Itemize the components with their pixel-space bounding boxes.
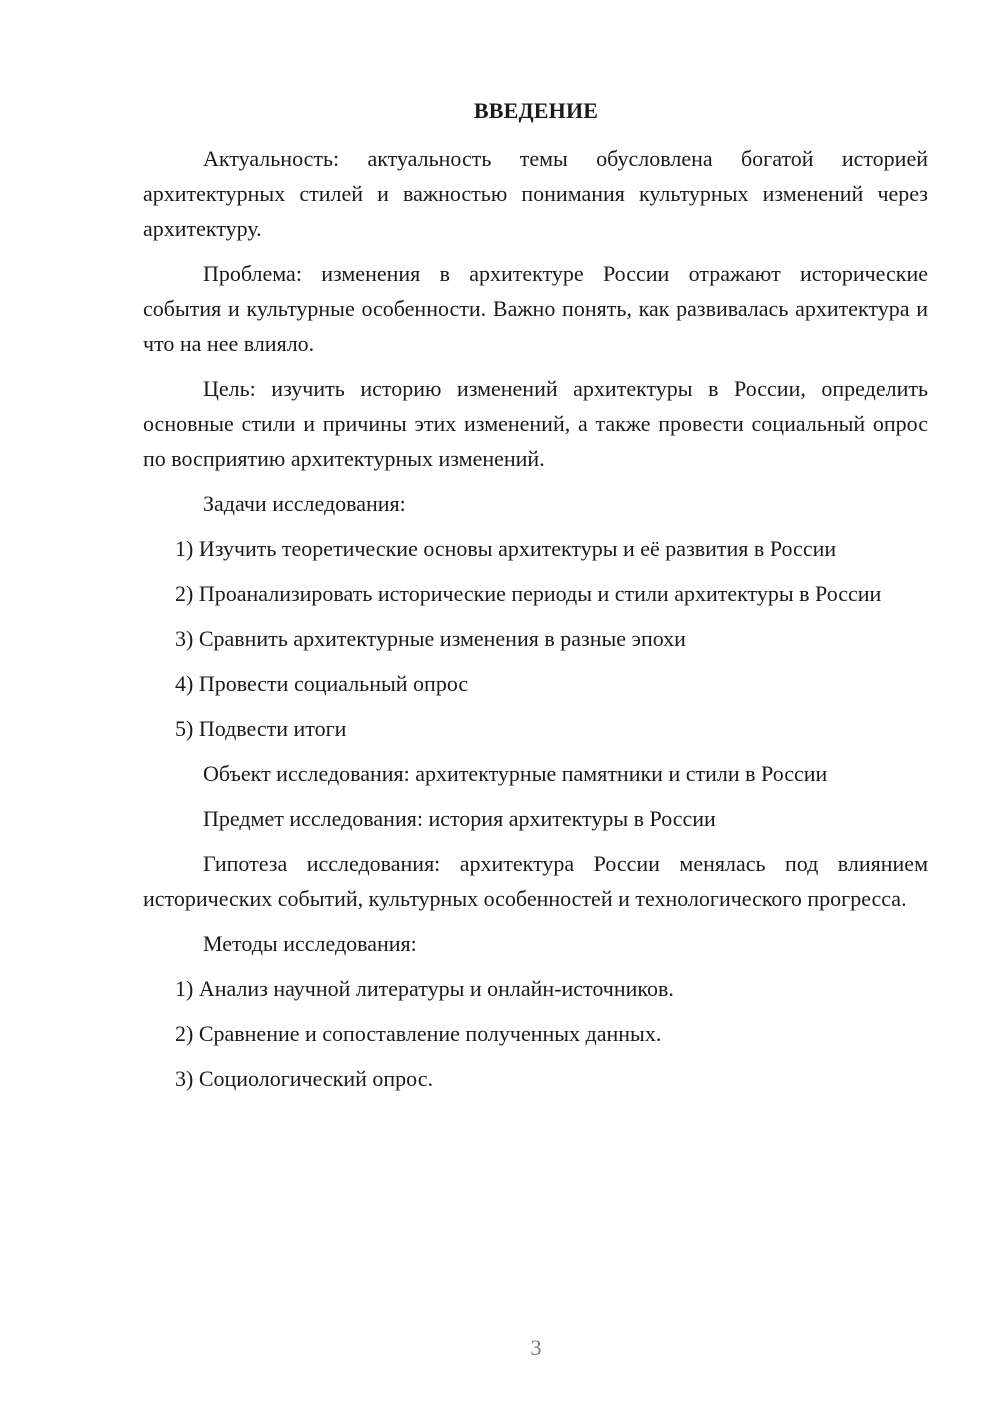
task-item: 5) Подвести итоги [175, 716, 347, 741]
method-item: 1) Анализ научной литературы и онлайн-источников. [175, 976, 674, 1001]
method-item: 2) Сравнение и сопоставление полученных данных. [175, 1021, 662, 1046]
task-item: 2) Проанализировать исторические периоды и стили архитектуры в России [175, 581, 882, 606]
subject-paragraph: Предмет исследования: история архитектуры в России [203, 806, 716, 831]
document-body [143, 141, 928, 1106]
relevance-paragraph: Актуальность: актуальность темы обусловлена богатой историей архитектурных стилей и важностью понимания культурных изменений через архитектуру. [143, 146, 928, 241]
page-number: 3 [530, 1335, 542, 1360]
problem-paragraph: Проблема: изменения в архитектуре России отражают исторические события и культурные особенности. Важно понять, как развивалась архитектура и что на нее влияло. [143, 261, 928, 356]
tasks-heading: Задачи исследования: [203, 491, 406, 516]
goal-paragraph: Цель: изучить историю изменений архитектуры в России, определить основные стили и причины этих изменений, а также провести социальный опрос по восприятию архитектурных изменений. [143, 376, 928, 471]
method-item: 3) Социологический опрос. [175, 1066, 433, 1091]
task-item: 1) Изучить теоретические основы архитектуры и её развития в России [175, 536, 837, 561]
page-title: ВВЕДЕНИЕ [473, 98, 599, 123]
object-paragraph: Объект исследования: архитектурные памятники и стили в России [203, 761, 828, 786]
hypothesis-paragraph: Гипотеза исследования: архитектура России менялась под влиянием исторических событий, культурных особенностей и технологического прогресса. [143, 851, 928, 911]
task-item: 4) Провести социальный опрос [175, 671, 469, 696]
methods-heading: Методы исследования: [203, 931, 417, 956]
task-item: 3) Сравнить архитектурные изменения в разные эпохи [175, 626, 686, 651]
